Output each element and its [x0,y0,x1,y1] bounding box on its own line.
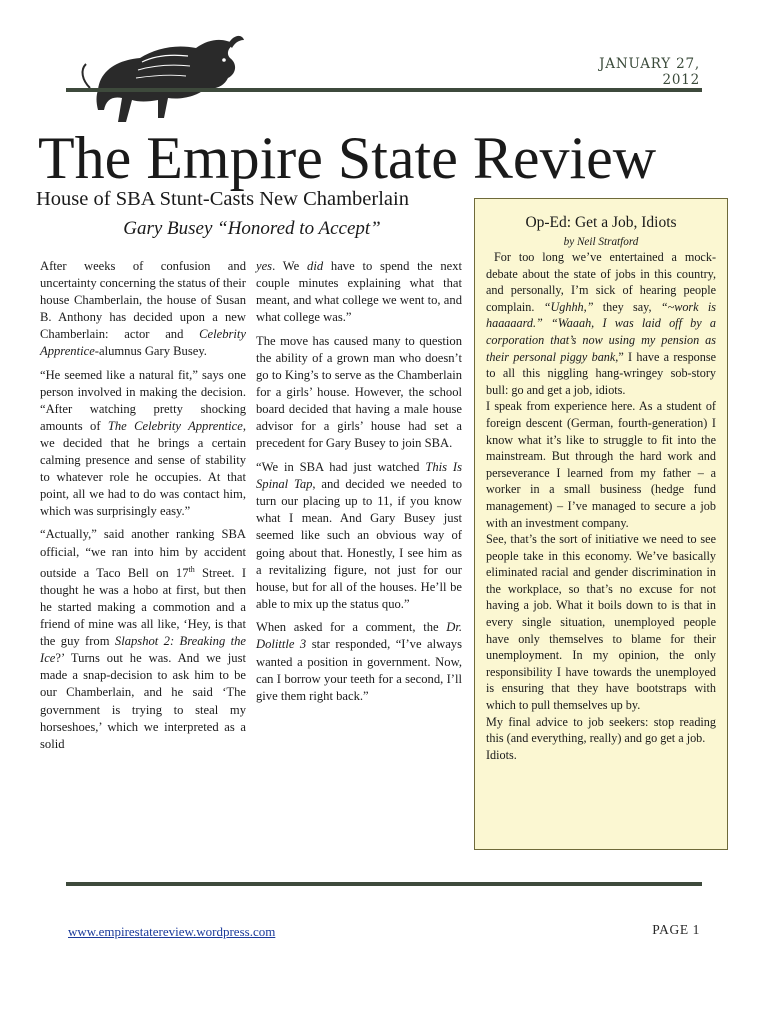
oped-title: Op-Ed: Get a Job, Idiots [525,214,677,231]
issue-date: JANUARY 27, 2012 [599,56,700,88]
article-column-2 [256,258,462,711]
bottom-rule [66,882,702,886]
article-paragraph: After weeks of confusion and uncertainty concerning the status of their house Chamberlain, the house of Susan B. Anthony has decided upon a new Chamberlain: actor and Celebrity Apprentice-alumnus Gary Busey. [40,259,246,359]
oped-paragraph: My final advice to job seekers: stop reading this (and everything, really) and go get a job. [486,714,716,746]
page-number: PAGE 1 [652,922,700,937]
oped-paragraph: For too long we’ve entertained a mock-debate about the state of jobs in this country, and personally, I’m sick of hearing people complain. “Ughhh,” they say, “~work is haaaaard.” “Waaah, I was laid off by a corporation that’s now using my pension as their personal piggy bank,” I have a response to all this niggling hang-wringey sob-story bull: go and get a job, idiots. [486,250,716,397]
article-headline: House of SBA Stunt-Casts New Chamberlain [36,188,409,210]
article-paragraph: When asked for a comment, the Dr. Dolittle 3 star responded, “I’ve always wanted a position in government. Now, can I borrow your teeth for a second, I’ll give them right back.” [256,620,462,703]
article-paragraph: The move has caused many to question the ability of a grown man who doesn’t go to King’s to serve as the Chamberlain for a girls’ house. However, the school board decided that having a male house advisor for a girls’ house had set a precedent for Gary Busey to join SBA. [256,333,462,451]
oped-paragraph: See, that’s the sort of initiative we need to see people take in this economy. We’ve basically eliminated racial and gender discrimination in the workplace, so that’s no excuse for not having a job. What it boils down to is that in every single situation, unemployed people have only themselves to blame for their unemployment. In my opinion, the only responsibility I have towards the unemployed is ensuring that they have bootstraps with which to pull themselves up by. [486,532,716,713]
oped-byline: by Neil Stratford [563,236,639,248]
article-paragraph: “We in SBA had just watched This Is Spinal Tap, and decided we needed to turn our placing up to 11, if you know what I mean. And Gary Busey just seemed like such an obvious way of going about that. Honestly, I see him as a revitalizing figure, not just for our house, but for all of the houses. He’ll be able to mix up the status quo.” [256,460,462,611]
website-link[interactable]: www.empirestatereview.wordpress.com [68,924,276,939]
top-rule [66,88,702,92]
article-column-1 [40,258,246,759]
article-subheadline: Gary Busey “Honored to Accept” [123,218,381,239]
oped-paragraph: Idiots. [486,747,517,762]
masthead-title: The Empire State Review [38,125,657,191]
oped-box [474,198,728,850]
buffalo-logo-icon [78,30,248,130]
article-paragraph: “Actually,” said another ranking SBA official, “we ran into him by accident outside a Taco Bell on 17th Street. I thought he was a hobo at first, but then he started making a commotion and a friend of mine was all like, ‘Hey, is that the guy from Slapshot 2: Breaking the Ice?’ Turns out he was. And we just made a snap-decision to ask him to be our Chamberlain, and he said ‘The government is trying to steal my horseshoes,’ which we interpreted as a solid [40,527,247,751]
article-paragraph: yes. We did have to spend the next couple minutes explaining what that meant, and what college we went to, and what college was.” [256,259,462,325]
article-paragraph: “He seemed like a natural fit,” says one person involved in making the decision. “After watching pretty shocking amounts of The Celebrity Apprentice, we decided that he brings a certain calming presence and sense of stability to whatever role he occupies. At that point, all we had to do was contact him, which was surprisingly easy.” [40,367,247,519]
oped-paragraph: I speak from experience here. As a student of foreign descent (German, fourth-generation) I know what it’s like to struggle to fit into the mainstream. But through the hard work and perseverance I learned from my father – a worker in a small business (hedge fund management) – I’ve managed to secure a job with an investment company. [486,399,716,530]
